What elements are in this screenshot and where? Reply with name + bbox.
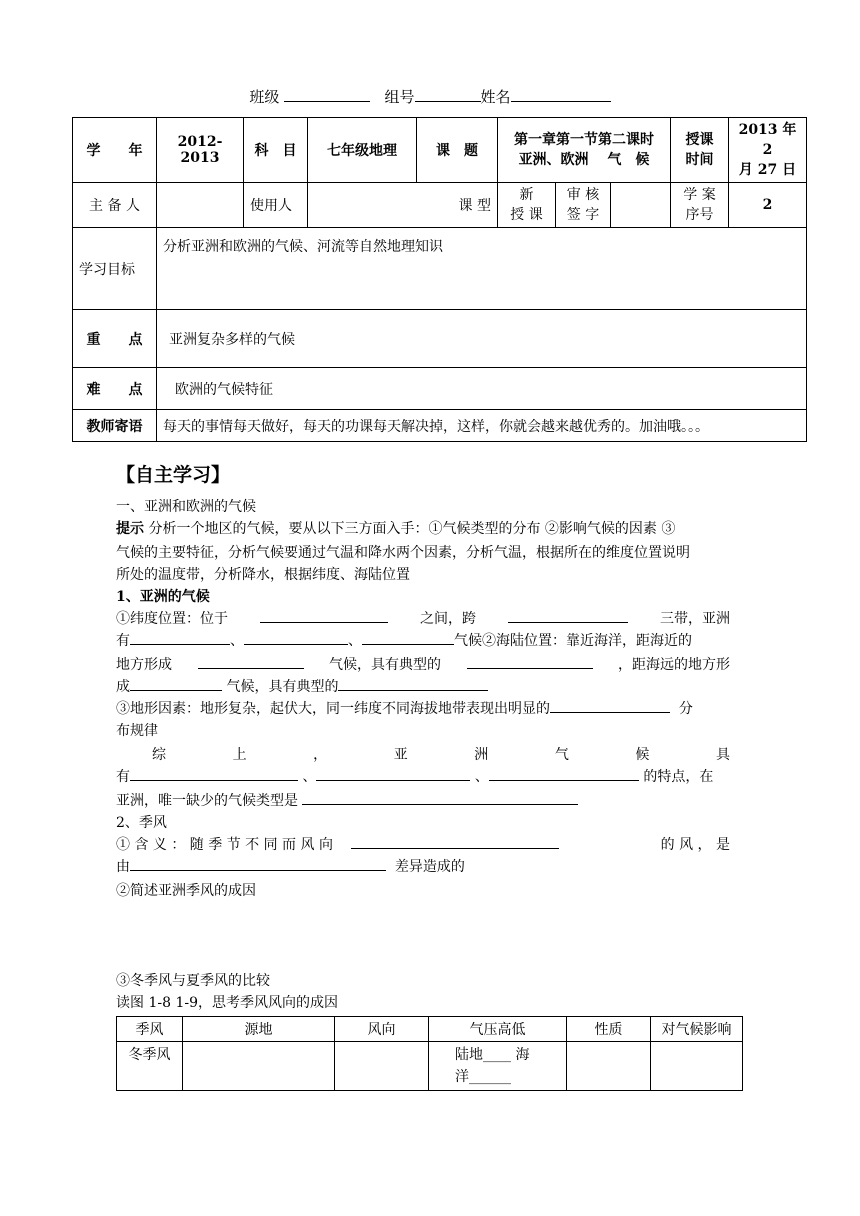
group-label: 组号	[384, 88, 415, 106]
line3-text-a: 地方形成	[116, 657, 172, 673]
feature-blank-2[interactable]	[316, 766, 470, 781]
summary-word: 综	[152, 747, 166, 763]
table-header: 源地	[183, 1017, 335, 1042]
date-label	[671, 118, 729, 183]
tip-text-2: 气候的主要特征，分析气候要通过气温和降水两个因素，分析气温，根据所在的维度位置说明	[116, 545, 690, 561]
name-blank[interactable]	[511, 87, 611, 102]
line2-sep-2: 、	[348, 633, 362, 649]
latitude-blank-2[interactable]	[508, 608, 628, 623]
goal-value: 分析亚洲和欧洲的气候、河流等自然地理知识	[157, 228, 807, 310]
monsoon-cause-text-b: 差异造成的	[394, 859, 465, 875]
line9-text: 亚洲，唯一缺少的气候类型是	[116, 793, 298, 809]
monsoon-def-text-b: 的 风 ， 是	[660, 837, 730, 853]
inland-climate-blank[interactable]	[130, 676, 222, 691]
topic-line-1: 第一章第一节第二课时	[514, 132, 654, 148]
review-label-1: 审 核	[566, 187, 600, 203]
line2-sep-1: 、	[230, 633, 244, 649]
vertical-zone-blank[interactable]	[550, 698, 670, 713]
line3-text-b: 气候，具有典型的	[329, 657, 441, 673]
table-header: 性质	[567, 1017, 651, 1042]
line8-text-a: 有	[116, 769, 130, 785]
monsoon-comparison-table	[116, 1016, 743, 1091]
date-label-2: 时间	[685, 152, 714, 168]
winter-source-cell[interactable]	[183, 1042, 335, 1091]
line8-sep-1: 、	[302, 769, 317, 785]
feature-blank-3[interactable]	[489, 766, 639, 781]
subject-value: 七年级地理	[308, 118, 417, 183]
latitude-text-a: ①纬度位置：位于	[116, 611, 228, 627]
review-value[interactable]	[611, 183, 671, 228]
name-label: 姓名	[480, 88, 511, 106]
winter-direction-cell[interactable]	[335, 1042, 429, 1091]
line2-text-d: 气候②海陆位置：靠近海洋，距海近的	[454, 633, 692, 649]
lesson-type-label: 课 型	[308, 183, 498, 228]
tip-text-3: 所处的温度带，分析降水，根据纬度、海陆位置	[116, 567, 410, 583]
goal-label: 学习目标	[73, 228, 157, 310]
key-value: 亚洲复杂多样的气候	[157, 310, 807, 368]
figure-reference: 读图 1-8 1-9，思考季风风向的成因	[116, 995, 338, 1011]
line4-text-a: 成	[116, 679, 130, 695]
climate-blank-1[interactable]	[130, 630, 230, 645]
summary-word: 候	[635, 747, 650, 763]
teacher-message: 每天的事情每天做好，每天的功课每天解决掉，这样，你就会越来越优秀的。加油哦。。。	[157, 410, 807, 442]
monsoon-compare-title: ③冬季风与夏季风的比较	[116, 973, 270, 989]
lesson-info-table	[72, 117, 807, 442]
monsoon-cause-text-a: 由	[116, 859, 130, 875]
lesson-type-value	[498, 183, 556, 228]
case-no-label-2: 序号	[685, 207, 714, 223]
review-label	[556, 183, 611, 228]
summary-word: 洲	[474, 747, 489, 763]
line5-text-a: ③地形因素：地形复杂，起伏大，同一纬度不同海拔地带表现出明显的	[116, 701, 550, 717]
line8-sep-2: 、	[474, 769, 489, 785]
summary-line	[116, 744, 730, 766]
winter-monsoon-label: 冬季风	[117, 1042, 183, 1091]
preparer-label: 主 备 人	[73, 183, 157, 228]
date-value-2: 月 27 日	[738, 162, 797, 178]
section-title: 【自主学习】	[116, 464, 231, 486]
monsoon-reason-prompt: ②简述亚洲季风的成因	[116, 883, 256, 899]
monsoon-title: 2、季风	[116, 815, 167, 831]
climate-blank-2[interactable]	[244, 630, 348, 645]
teacher-label: 教师寄语	[73, 410, 157, 442]
monsoon-cause-blank[interactable]	[130, 856, 386, 871]
year-value: 2012-2013	[157, 118, 244, 183]
class-blank[interactable]	[284, 87, 370, 102]
summary-word: 具	[715, 747, 730, 763]
winter-impact-cell[interactable]	[651, 1042, 743, 1091]
case-no-label	[671, 183, 729, 228]
date-value-1: 2013 年 2	[738, 122, 797, 158]
summary-word: ，	[313, 747, 328, 763]
difficulty-value: 欧洲的气候特征	[157, 368, 807, 410]
lesson-type-value-2: 授 课	[510, 207, 543, 223]
student-info-line	[0, 86, 860, 107]
group-blank[interactable]	[415, 87, 481, 102]
climate-blank-3[interactable]	[362, 630, 454, 645]
date-value	[729, 118, 807, 183]
line4-text-b: 气候，具有典型的	[226, 679, 339, 695]
table-header: 气压高低	[429, 1017, 567, 1042]
tip-text-1: 分析一个地区的气候，要从以下三方面入手：①气候类型的分布 ②影响气候的因素 ③	[148, 521, 676, 537]
coastal-typical-blank[interactable]	[467, 654, 593, 669]
missing-climate-blank[interactable]	[302, 790, 578, 805]
line3-text-c: ，距海远的地方形	[618, 657, 730, 673]
review-label-2: 签 字	[566, 207, 600, 223]
winter-pressure-cell[interactable]	[429, 1042, 567, 1091]
preparer-value[interactable]	[157, 183, 244, 228]
latitude-text-c: 三带，亚洲	[660, 611, 730, 627]
asia-climate-title: 1、亚洲的气候	[116, 589, 210, 605]
table-header: 季风	[117, 1017, 183, 1042]
date-label-1: 授课	[685, 132, 714, 148]
key-label: 重 点	[73, 310, 157, 368]
difficulty-label: 难 点	[73, 368, 157, 410]
line5-text-b: 分	[678, 701, 693, 717]
line8-text-d: 的特点，在	[643, 769, 714, 785]
monsoon-direction-blank[interactable]	[351, 834, 559, 849]
topic-line-2: 亚洲、欧洲 气 候	[518, 152, 650, 168]
inland-typical-blank[interactable]	[338, 676, 488, 691]
case-no-label-1: 学 案	[683, 187, 716, 203]
latitude-text-b: 之间，跨	[420, 611, 476, 627]
winter-nature-cell[interactable]	[567, 1042, 651, 1091]
coastal-climate-blank[interactable]	[198, 654, 304, 669]
winter-pressure-line-1: 陆地____ 海	[455, 1047, 530, 1063]
summary-word: 上	[232, 747, 247, 763]
lesson-type-value-1: 新	[519, 187, 534, 203]
topic-value	[498, 118, 671, 183]
topic-label: 课 题	[417, 118, 498, 183]
tip-label: 提示	[116, 521, 144, 537]
line2-text-a: 有	[116, 633, 130, 649]
table-header: 风向	[335, 1017, 429, 1042]
class-label: 班级	[249, 88, 280, 106]
case-no-value: 2	[729, 183, 807, 228]
feature-blank-1[interactable]	[130, 766, 298, 781]
year-label: 学 年	[73, 118, 157, 183]
summary-word: 亚	[393, 747, 408, 763]
user-label: 使用人	[244, 183, 308, 228]
table-header: 对气候影响	[651, 1017, 743, 1042]
winter-pressure-line-2: 洋______	[455, 1069, 511, 1085]
latitude-blank-1[interactable]	[260, 608, 388, 623]
summary-word: 气	[554, 747, 569, 763]
monsoon-def-text-a: ① 含 义 ： 随 季 节 不 同 而 风 向	[116, 837, 333, 853]
subject-label: 科 目	[244, 118, 308, 183]
subsection-climate-title: 一、亚洲和欧洲的气候	[116, 499, 256, 515]
line6-text: 布规律	[116, 723, 158, 739]
